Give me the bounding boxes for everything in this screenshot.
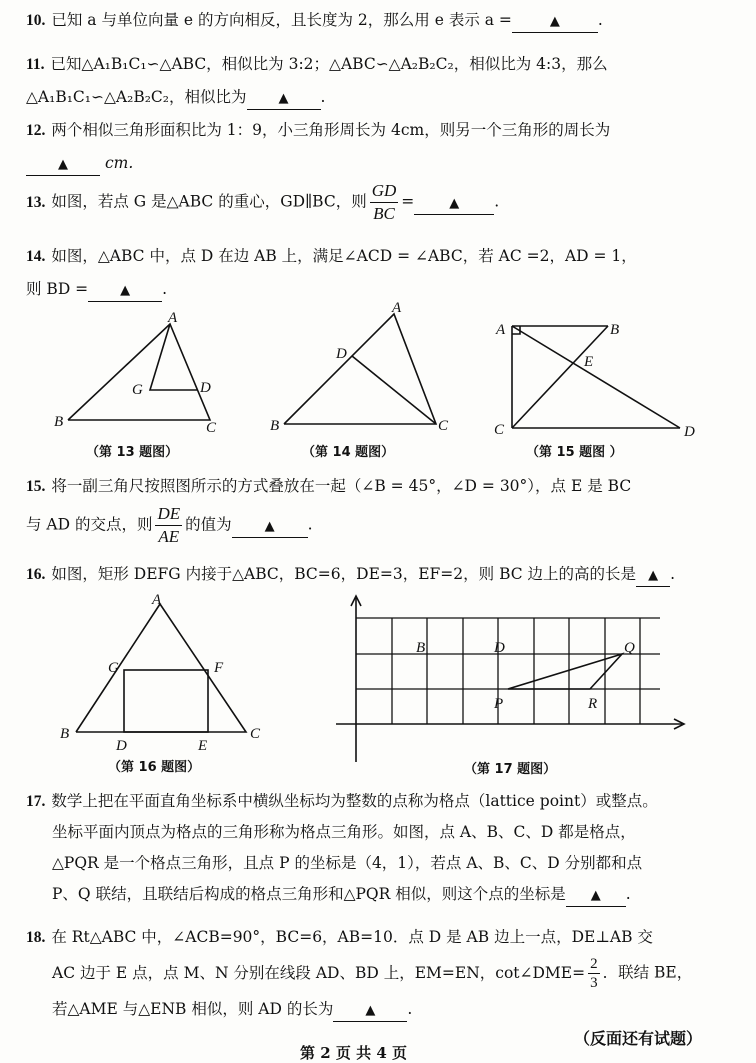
question-text: 在 Rt△ABC 中，∠ACB=90°，BC=6，AB=10．点 D 是 AB 边上一点，DE⊥AB 交 [51,928,653,946]
question-text: 两个相似三角形面积比为 1：9，小三角形周长为 4cm，则另一个三角形的周长为 [51,121,611,139]
figure-16 [56,590,266,752]
question-text: 坐标平面内顶点为格点的三角形称为格点三角形。如图，点 A、B、C、D 都是格点， [52,823,636,841]
answer-blank[interactable]: ▲ [232,515,308,538]
question-text: 如图，若点 G 是△ABC 的重心，GD∥BC，则 [51,192,367,211]
figure-13 [50,306,230,436]
answer-blank[interactable]: ▲ [636,564,670,587]
question-12: 12. 两个相似三角形面积比为 1：9，小三角形周长为 4cm，则另一个三角形的周长为 ▲ cm. [26,114,730,180]
label-E: E [198,738,208,752]
answer-blank[interactable]: ▲ [333,999,407,1022]
back-page-note: （反面还有试题） [574,1029,703,1048]
answer-blank[interactable]: ▲ [414,192,494,215]
label-A: A [168,310,178,326]
question-14: 14. 如图，△ABC 中，点 D 在边 AB 上，满足∠ACD = ∠ABC，若 AC =2，AD = 1， 则 BD = ▲ . [26,240,730,306]
answer-blank[interactable]: ▲ [247,87,321,110]
question-text: 则 BD = [26,280,89,298]
label-G: G [108,660,119,676]
label-C: C [494,422,505,438]
answer-blank[interactable]: ▲ [512,10,598,33]
label-P: P [494,696,504,712]
figure-17-caption: （第 17 题图） [464,762,557,777]
question-number: 10. [26,12,46,29]
question-text: 已知△A₁B₁C₁∽△ABC，相似比为 3:2；△ABC∽△A₂B₂C₂，相似比为 4:3，那么 [50,55,608,73]
question-number: 13. [26,193,46,211]
label-D: D [116,738,127,752]
question-text: 如图，矩形 DEFG 内接于△ABC，BC=6，DE=3，EF=2，则 BC 边上的高的长是 [51,565,637,583]
question-text: 如图，△ABC 中，点 D 在边 AB 上，满足∠ACD = ∠ABC，若 AC =2，AD = 1， [51,247,637,265]
question-text: AC 边于 E 点，点 M、N 分别在线段 AD、BD 上，EM=EN，cot∠DME= [52,963,586,982]
question-text: 将一副三角尺按照图所示的方式叠放在一起（∠B = 45°，∠D = 30°），点 E 是 BC [51,477,632,495]
label-B: B [416,640,426,656]
fraction: $\frac{GD}{BC}$ [371,181,397,223]
label-Q: Q [624,640,635,656]
figure-15-caption: （第 15 题图 ） [526,445,623,460]
question-number: 18. [26,929,46,946]
question-text: △A₁B₁C₁∽△A₂B₂C₂，相似比为 [26,88,247,106]
question-16: 16. 如图，矩形 DEFG 内接于△ABC，BC=6，DE=3，EF=2，则 BC 边上的高的长是 ▲ . [26,558,730,591]
label-B: B [270,418,280,434]
label-R: R [588,696,598,712]
question-18: 18. 在 Rt△ABC 中，∠ACB=90°，BC=6，AB=10．点 D 是 AB 边上一点，DE⊥AB 交 AC 边于 E 点，点 M、N 分别在线段 AD、BD 上，EM=EN，cot∠DME= $\frac{2}{3}$ ．联结 BE， 若△AME 与△ENB 相似，则 AD 的长为 ▲ . [26,920,730,1026]
figure-14 [266,296,466,438]
label-A: A [152,592,162,608]
question-text: P、Q 联结，且联结后构成的格点三角形和△PQR 相似，则这个点的坐标是 [52,885,566,903]
question-text: 与 AD 的交点，则 [26,515,153,534]
question-number: 17. [26,793,46,810]
label-A: A [392,300,402,316]
answer-blank[interactable]: ▲ [566,884,626,907]
label-D: D [200,380,211,396]
answer-blank[interactable]: ▲ [26,153,100,176]
question-13: 13. 如图，若点 G 是△ABC 的重心，GD∥BC，则 $\frac{GD}{BC}$ = ▲ . [26,181,500,223]
label-C: C [206,420,217,436]
question-number: 16. [26,566,46,583]
question-text: 若△AME 与△ENB 相似，则 AD 的长为 [52,1000,334,1018]
question-15: 15. 将一副三角尺按照图所示的方式叠放在一起（∠B = 45°，∠D = 30°），点 E 是 BC 与 AD 的交点，则 $\frac{DE}{AE}$ 的值为 ▲ . [26,477,632,546]
question-11: 11. 已知△A₁B₁C₁∽△ABC，相似比为 3:2；△ABC∽△A₂B₂C₂，相似比为 4:3，那么 △A₁B₁C₁∽△A₂B₂C₂，相似比为 ▲ . [26,48,730,114]
question-10: 10. 已知 a 与单位向量 e 的方向相反，且长度为 2，那么用 e 表示 a = ▲ . [26,4,730,37]
label-B: B [610,322,620,338]
question-number: 14. [26,248,46,265]
figure-15 [490,316,710,442]
label-D: D [684,424,695,440]
figure-16-caption: （第 16 题图） [108,760,201,775]
question-number: 15. [26,478,46,495]
fraction: $\frac{2}{3}$ [590,956,598,991]
question-text: 已知 a 与单位向量 e 的方向相反，且长度为 2，那么用 e 表示 a = [51,11,512,29]
question-17: 17. 数学上把在平面直角坐标系中横纵坐标均为整数的点称为格点（lattice point）或整点。 坐标平面内顶点为格点的三角形称为格点三角形。如图，点 A、B、C、D 都是格点， △PQR 是一个格点三角形，且点 P 的坐标是（4，1），若点 A、B、C、D 分别都和点 P、Q 联结，且联结后构成的格点三角形和△PQR 相似，则这个点的坐标是 ▲ . [26,786,730,910]
label-G: G [132,382,143,398]
fraction: $\frac{DE}{AE}$ [157,504,181,546]
page-footer: 第 2 页 共 4 页 [300,1044,407,1062]
question-number: 11. [26,56,45,73]
question-text: 数学上把在平面直角坐标系中横纵坐标均为整数的点称为格点（lattice point）或整点。 [51,792,658,810]
label-F: F [214,660,224,676]
label-E: E [584,354,594,370]
label-D: D [336,346,347,362]
label-D: D [494,640,505,656]
label-B: B [60,726,70,742]
label-C: C [438,418,449,434]
label-A: A [496,322,506,338]
figure-13-caption: （第 13 题图） [86,445,179,460]
figure-17 [330,590,690,766]
question-text: △PQR 是一个格点三角形，且点 P 的坐标是（4，1），若点 A、B、C、D 分别都和点 [52,854,643,872]
answer-blank[interactable]: ▲ [88,279,162,302]
label-C: C [250,726,261,742]
figure-14-caption: （第 14 题图） [302,445,395,460]
label-B: B [54,414,64,430]
question-number: 12. [26,122,46,139]
